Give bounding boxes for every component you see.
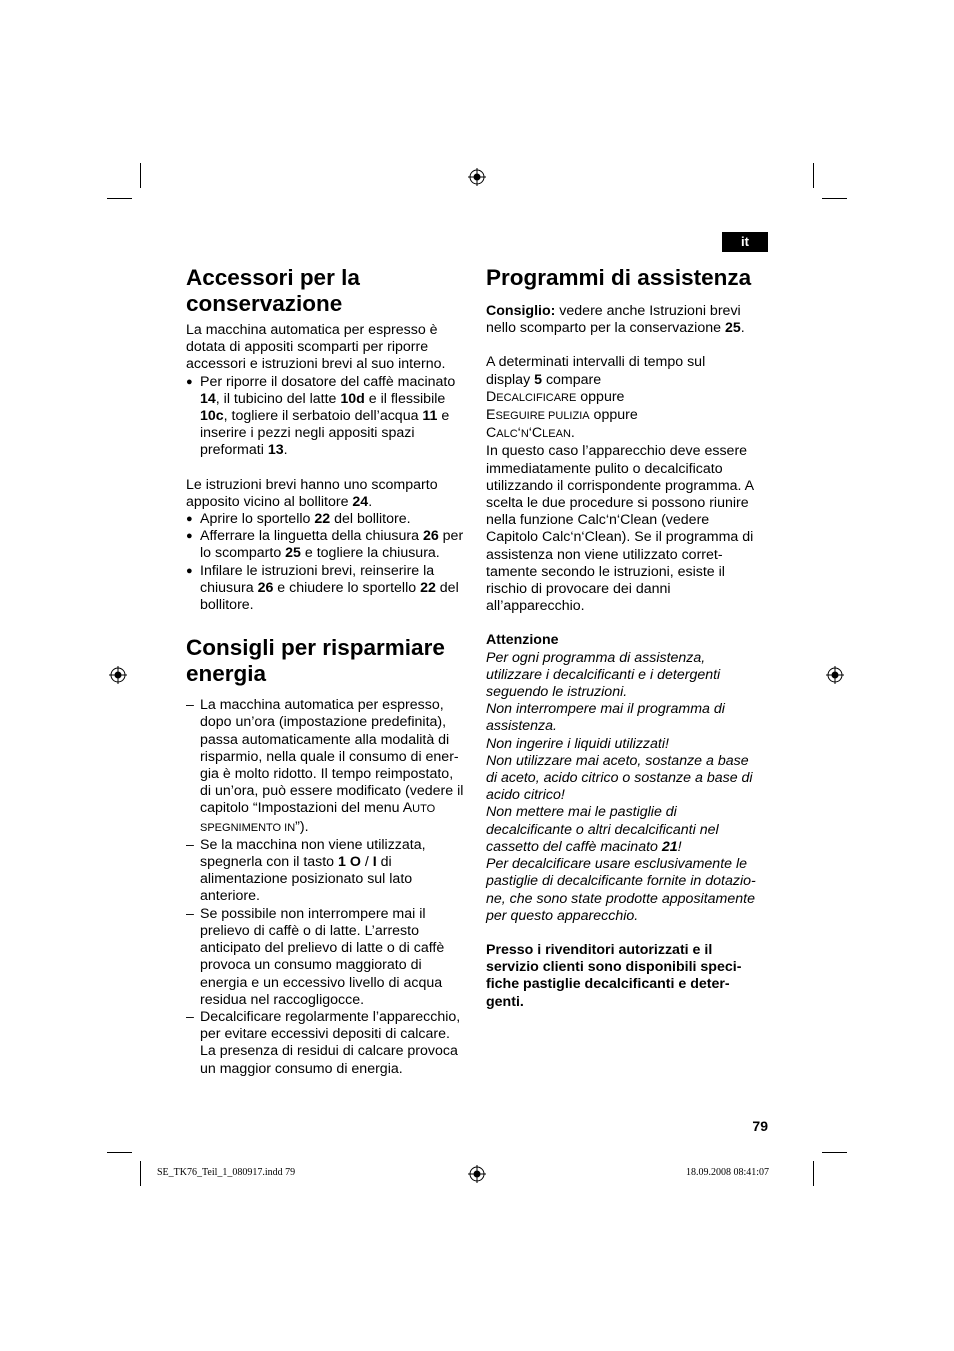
crop-mark	[140, 1161, 141, 1186]
dash-item: – Se possibile non interrompere mai il prelievo di caffè o di latte. L’arresto anticipato del prelievo di latte o di caffè provoca un consumo maggiorato di energia e un eccessivo livello di acqua residua nel raccogligocce.	[186, 906, 476, 1009]
section-title-accessori: Accessori per la conservazione	[186, 265, 360, 316]
registration-mark-icon	[826, 666, 844, 684]
section-title-consigli: Consigli per risparmiare energia	[186, 635, 445, 687]
bullet-item: ● Infilare le istruzioni brevi, reinserire la chiusura 26 e chiudere lo sportello 22 del bollitore.	[186, 563, 476, 615]
crop-mark	[813, 163, 814, 188]
language-tab: it	[722, 232, 768, 252]
section-title-programmi: Programmi di assistenza	[486, 265, 752, 290]
bullet-item: ● Per riporre il dosatore del caffè macinato 14, il tubicino del latte 10d e il flessibile 10c, togliere il serbatoio dell’acqua 11 e inserire i pezzi negli appositi spazi preformati 13.	[186, 374, 476, 460]
bullet-item: ● Afferrare la linguetta della chiusura 26 per lo scomparto 25 e togliere la chiusura.	[186, 528, 476, 562]
menu-calc-n-clean: CALC‘N‘CLEAN.	[486, 425, 575, 442]
registration-mark-icon	[468, 168, 486, 186]
tip-paragraph: Consiglio: vedere anche Istruzioni brevi nello scomparto per la conservazione 25.	[486, 303, 745, 337]
dash-item: – Decalcificare regolarmente l’apparecchio, per evitare eccessivi depositi di calcare. La presenza di residui di calcare provoca un maggior consumo di energia.	[186, 1009, 476, 1078]
crop-mark	[107, 198, 132, 199]
paragraph: In questo caso l’apparecchio deve essere immediatamente pulito o decalcificato utilizzando il corrispondente programma. A scelta le due procedure si possono riunire nella funzione Calc‘n‘Clean (vedere Capitolo Calc‘n‘Clean). Se il programma di assistenza non viene utilizzato corret- tamente secondo le istruzioni, esiste il rischio di provocare dei danni all’apparecchio.	[486, 443, 755, 615]
warning-text: Per ogni programma di assistenza, utilizzare i decalcificanti e i detergenti seguendo le istruzioni. Non interrompere mai il programma di assistenza. Non ingerire i liquidi utilizzati! Non utilizzare mai aceto, sostanze a base di aceto, acido citrico o sostanze a base di acido citrico! Non mettere mai le pastiglie di decalcificante o altri decalcificanti nel cassetto del caffè macinato 21! Per decalcificare usare esclusivamente le pastiglie di decalcificante fornite in dotazio- ne, che sono state prodotte appositamente per questo apparecchio.	[486, 649, 756, 924]
dash-item: – La macchina automatica per espresso, dopo un’ora (impostazione predefinita), passa automaticamente alla modalità di risparmio, nella quale il consumo di ener- gia è molto ridotto. Il tempo reimpostato, di un’ora, può essere modificato (vedere il capitolo “Impostazioni del menu AUTO SPEGNIMENTO IN”).	[186, 697, 476, 837]
dash-item: – Se la macchina non viene utilizzata, spegnerla con il tasto 1 O / I di alimentazione posizionato sul lato anteriore.	[186, 837, 476, 906]
registration-mark-icon	[468, 1165, 486, 1183]
menu-decalcificare: DECALCIFICARE	[486, 388, 577, 405]
menu-eseguire-pulizia: ESEGUIRE PULIZIA	[486, 407, 590, 424]
right-column	[486, 265, 776, 1011]
crop-mark	[813, 1161, 814, 1186]
paragraph: A determinati intervalli di tempo sul display 5 compare DECALCIFICARE oppure ESEGUIRE PULIZIA oppure CALC‘N‘CLEAN.	[486, 354, 706, 442]
final-note: Presso i rivenditori autorizzati e il servizio clienti sono disponibili speci- fiche pastiglie decalcificanti e deter- genti.	[486, 941, 742, 1010]
page-number: 79	[752, 1118, 768, 1134]
crop-mark	[107, 1152, 132, 1153]
slug-timestamp: 18.09.2008 08:41:07	[686, 1167, 770, 1178]
paragraph: La macchina automatica per espresso è dotata di appositi scomparti per riporre accessori e istruzioni brevi al suo interno.	[186, 322, 446, 373]
warning-heading: Attenzione	[486, 632, 559, 649]
crop-mark	[140, 163, 141, 188]
crop-mark	[822, 1152, 847, 1153]
paragraph: Le istruzioni brevi hanno uno scomparto apposito vicino al bollitore 24.	[186, 476, 438, 510]
crop-mark	[822, 198, 847, 199]
bullet-item: ● Aprire lo sportello 22 del bollitore.	[186, 511, 476, 528]
slug-filename: SE_TK76_Teil_1_080917.indd 79	[157, 1167, 296, 1178]
left-column	[186, 265, 476, 1078]
registration-mark-icon	[109, 666, 127, 684]
